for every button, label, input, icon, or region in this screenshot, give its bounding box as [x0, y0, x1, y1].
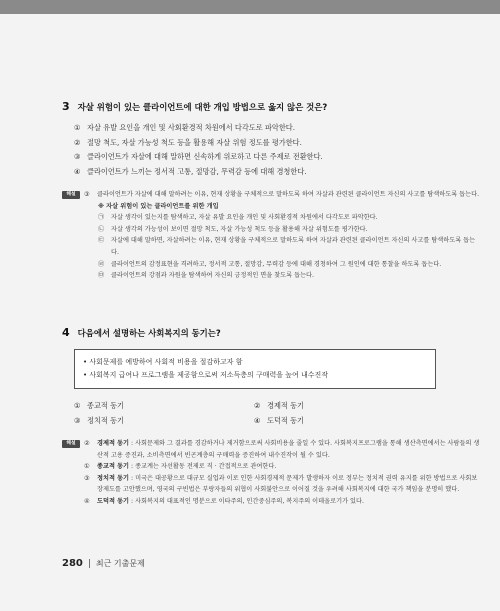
choice-mark: ③ — [74, 152, 81, 161]
choice-1[interactable] — [74, 399, 254, 414]
choice-text: 자살 유발 요인을 개인 및 사회환경적 차원에서 다각도로 파악한다. — [87, 123, 296, 132]
choice-mark: ③ — [74, 415, 81, 425]
question-3-title — [62, 100, 482, 113]
choice-mark: ② — [74, 137, 81, 147]
explanation-text: : 사회문제와 그 결과를 경감하거나 제거함으로써 사회비용을 줄일 수 있다. 사회복지프로그램을 통해 생산측면에서는 사람들의 생산적 고용 증진과, 소비측면에서 빈곤계층의 구매력을 증진하여 내수진작이 될 수 있다. — [97, 440, 480, 459]
explanation-key: 도덕적 동기 — [97, 497, 130, 505]
choice-mark: ① — [74, 401, 81, 410]
choice-4[interactable] — [254, 414, 434, 429]
note-text: 자살 생각의 가능성이 보이면 절망 척도, 자살 가능성 척도 등을 활용해 자살 위험도를 평가한다. — [111, 225, 368, 233]
choice-2[interactable] — [74, 136, 482, 151]
note-item — [84, 224, 482, 236]
choice-3[interactable] — [74, 150, 482, 165]
note-item — [84, 212, 482, 224]
choice-text: 클라이언트가 자살에 대해 말하면 신속하게 위로하고 다른 주제로 전환한다. — [87, 152, 323, 161]
choice-3[interactable] — [74, 414, 254, 429]
explanation-key: 종교적 동기 — [97, 463, 130, 471]
note-item — [84, 270, 482, 282]
choice-text: 종교적 동기 — [87, 401, 125, 410]
explanation-item — [84, 461, 482, 473]
choice-2[interactable] — [254, 399, 434, 414]
passage-line: • 사회문제를 예방하여 사회적 비용을 절감하고자 함 — [83, 358, 243, 366]
choice-mark: ① — [74, 123, 81, 132]
choice-text: 절망 척도, 자살 가능성 척도 등을 활용해 자살 위험 정도를 평가한다. — [87, 137, 302, 147]
note-heading: ※ 자살 위험이 있는 클라이언트를 위한 개입 — [98, 202, 219, 210]
explanation-key: 경제적 동기 — [97, 440, 130, 447]
note-text: 자살에 대해 말하면, 자살하려는 이유, 현재 상황을 구체적으로 말하도록 하여 자살과 관련된 클라이언트 자신의 사고를 탐색하도록 돕는다. — [111, 237, 476, 256]
page-footer — [62, 558, 145, 569]
answer-mark: ③ — [84, 191, 90, 198]
explanation-text: : 사회복지의 대표적인 명분으로 이타주의, 인간중심주의, 복지주의 이데올로기가 있다. — [129, 497, 364, 505]
explanation-text: : 종교계는 자선활동 전제로 직 · 간접적으로 관여한다. — [129, 463, 277, 471]
question-text: 다음에서 설명하는 사회복지의 동기는? — [77, 328, 221, 338]
note-text: 자살 생각이 있는지를 탐색하고, 자살 유발 요인을 개인 및 사회환경적 차원에서 다각도로 파악한다. — [111, 214, 378, 222]
page-number: 280 — [62, 558, 83, 569]
footer-section-title: 최근 기출문제 — [95, 559, 145, 568]
choice-text: 정치적 동기 — [87, 415, 125, 425]
question-number: 3 — [62, 100, 70, 113]
explanation-mark: ④ — [84, 497, 90, 505]
top-bar — [0, 0, 500, 14]
explanation-text: : 미국은 대공황으로 대규모 실업과 이로 인한 사회경제적 문제가 발생하자 이로 정부는 정치적 권력 유지를 위한 방법으로 사회보장제도를 고안했으며, 영국의 구빈법은 부랑자들의 위협이 사회불안으로 이어질 것을 우려해 사회복지에 대한 국가 책임을 분명히 했다. — [97, 474, 478, 494]
note-mark: ㉢ — [98, 237, 105, 245]
explanation-item — [84, 438, 482, 461]
note-text: 클라이언트의 감정표현을 격려하고, 정서적 고통, 절망감, 무력감 등에 대해 경청하여 그 원인에 대한 통찰을 하도록 돕는다. — [111, 260, 442, 268]
choice-4[interactable] — [74, 165, 482, 180]
question-3 — [62, 100, 482, 282]
explanation-item — [84, 473, 482, 496]
explanation — [62, 189, 482, 282]
choice-text: 클라이언트가 느끼는 정서적 고통, 절망감, 무력감 등에 대해 경청한다. — [87, 166, 307, 176]
answer-choices — [74, 399, 482, 428]
choice-mark: ④ — [74, 166, 81, 176]
explanation-mark: ② — [84, 440, 90, 447]
question-text: 자살 위험이 있는 클라이언트에 대한 개입 방법으로 옳지 않은 것은? — [77, 102, 328, 112]
question-4 — [62, 326, 482, 508]
passage-box — [74, 349, 436, 389]
explanation-body — [84, 189, 482, 282]
note-mark: ㉣ — [98, 260, 105, 268]
answer-choices — [74, 121, 482, 179]
explanation — [62, 438, 482, 508]
passage-line: • 사회복지 급여나 프로그램을 제공함으로써 저소득층의 구매력을 높여 내수진작 — [83, 371, 329, 379]
explanation-tag: 해설 — [62, 191, 80, 199]
choice-text: 도덕적 동기 — [267, 415, 305, 425]
explanation-mark: ① — [84, 463, 90, 471]
choice-mark: ② — [254, 401, 261, 410]
explanation-mark: ③ — [84, 474, 90, 482]
explanation-key: 정치적 동기 — [97, 474, 130, 482]
choice-1[interactable] — [74, 121, 482, 136]
explanation-body — [84, 438, 482, 508]
choice-text: 경제적 동기 — [267, 401, 305, 410]
note-mark: ㉠ — [98, 214, 105, 222]
note-mark: ㉡ — [98, 225, 105, 233]
note-item — [84, 259, 482, 271]
question-4-title — [62, 326, 482, 339]
explanation-item — [84, 496, 482, 508]
note-mark: ㉤ — [98, 272, 105, 280]
note-text: 클라이언트의 강점과 자원을 탐색하여 자신의 긍정적인 면을 찾도록 돕는다. — [111, 272, 314, 280]
explanation-main: 클라이언트가 자살에 대해 말하려는 이유, 현재 상황을 구체적으로 말하도록 하여 자살과 관련된 클라이언트 자신의 사고를 탐색하도록 돕는다. — [97, 191, 480, 198]
explanation-tag: 해설 — [62, 440, 80, 448]
note-item — [84, 235, 482, 258]
footer-divider — [89, 559, 90, 568]
choice-mark: ④ — [254, 415, 261, 425]
question-number: 4 — [62, 326, 70, 339]
